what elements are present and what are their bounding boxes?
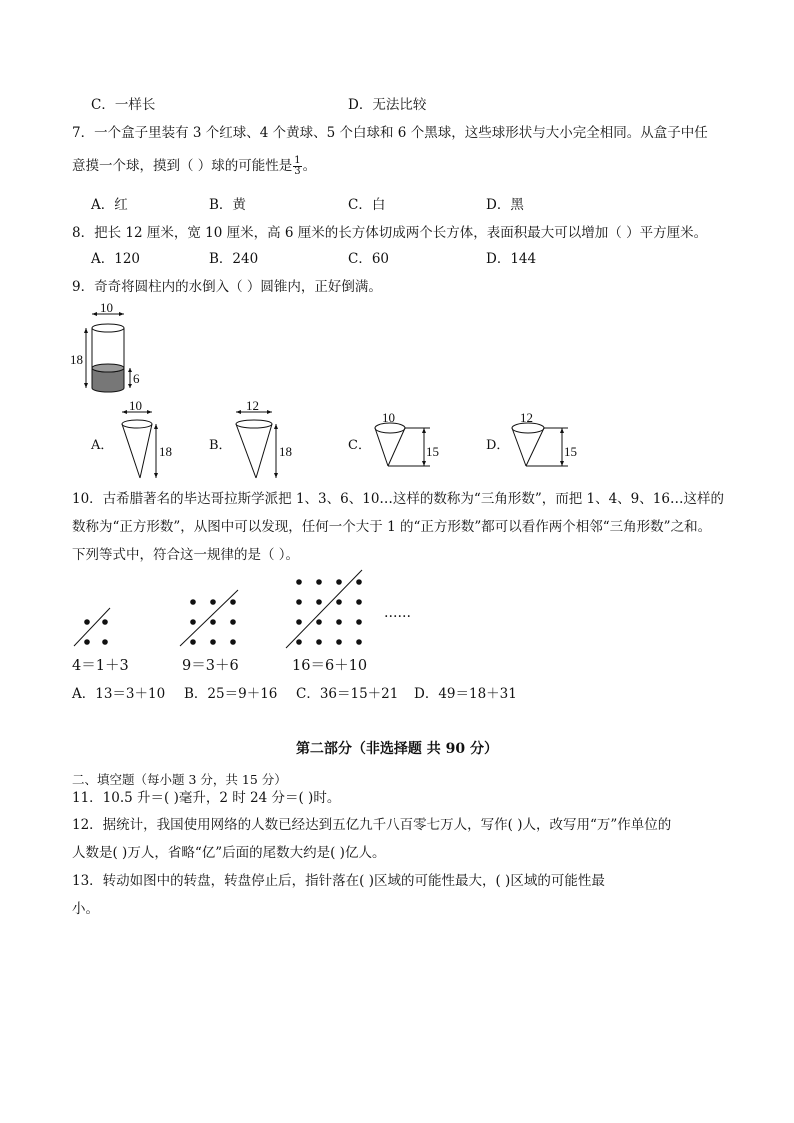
q6-option-d: D．无法比较 bbox=[348, 97, 427, 113]
q7-line2 bbox=[72, 156, 316, 177]
cone-c-height: 15 bbox=[426, 444, 439, 459]
cone-b-height: 18 bbox=[279, 444, 292, 459]
cone-d-height: 15 bbox=[564, 444, 577, 459]
q6-option-c: C．一样长 bbox=[91, 97, 156, 113]
q10-line2: 数称为“正方形数”，从图中可以发现，任何一个大于 1 的“正方形数”都可以看作两个相邻“三角形数”之和。 bbox=[72, 519, 712, 535]
equation-4: 4＝1＋3 bbox=[72, 658, 129, 674]
dots-ellipsis: …… bbox=[384, 605, 411, 621]
q7-line1: 7．一个盒子里装有 3 个红球、4 个黄球、5 个白球和 6 个黑球，这些球形状与大小完全相同。从盒子中任 bbox=[72, 125, 708, 141]
q7-line2-end: 。 bbox=[302, 158, 317, 174]
square-number-16-figure bbox=[284, 566, 368, 652]
q7-line2-text: 意摸一个球，摸到（ ）球的可能性是 bbox=[72, 158, 293, 174]
q7-option-b: B．黄 bbox=[209, 197, 246, 213]
part2-title: 第二部分（非选择题 共 90 分） bbox=[295, 741, 499, 757]
q9-option-a-label: A． bbox=[91, 438, 114, 453]
q8-option-d: D．144 bbox=[486, 251, 537, 267]
q10-line3: 下列等式中，符合这一规律的是（ ）。 bbox=[72, 547, 300, 563]
cone-a-figure bbox=[112, 400, 182, 484]
q11-line: 11．10.5 升＝( )毫升，2 时 24 分＝( )时。 bbox=[72, 790, 341, 806]
q13-line2: 小。 bbox=[72, 901, 99, 917]
square-number-9-figure bbox=[178, 584, 242, 650]
q7-option-d: D．黑 bbox=[486, 197, 524, 213]
q10-option-a: A．13＝3＋10 bbox=[72, 686, 166, 702]
q8-line1: 8．把长 12 厘米，宽 10 厘米，高 6 厘米的长方体切成两个长方体，表面积最大可以增加（ ）平方厘米。 bbox=[72, 225, 708, 241]
q7-fraction bbox=[293, 156, 301, 177]
cone-a-height: 18 bbox=[159, 444, 172, 459]
q9-option-d-label: D． bbox=[486, 438, 510, 453]
cone-a-diameter: 10 bbox=[129, 400, 142, 413]
square-number-4-figure bbox=[72, 604, 116, 650]
q9-option-b-label: B． bbox=[209, 438, 232, 453]
equation-16: 16＝6＋10 bbox=[292, 658, 368, 674]
q13-line1: 13．转动如图中的转盘，转盘停止后，指针落在( )区域的可能性最大，( )区域的可能性最 bbox=[72, 873, 605, 889]
q10-option-c: C．36＝15＋21 bbox=[296, 686, 399, 702]
equation-9: 9＝3＋6 bbox=[182, 658, 239, 674]
q12-line2: 人数是( )万人，省略“亿”后面的尾数大约是( )亿人。 bbox=[72, 845, 386, 861]
q8-option-a: A．120 bbox=[91, 251, 141, 267]
q7-option-a: A．红 bbox=[91, 197, 128, 213]
section-fill-in-blank: 二、填空题（每小题 3 分，共 15 分） bbox=[72, 772, 287, 787]
q10-option-b: B．25＝9＋16 bbox=[184, 686, 278, 702]
q9-line1: 9．奇奇将圆柱内的水倒入（ ）圆锥内，正好倒满。 bbox=[72, 279, 382, 295]
water-height-label: 6 bbox=[133, 371, 140, 386]
cone-c-diameter: 10 bbox=[382, 410, 395, 425]
q7-option-c: C．白 bbox=[348, 197, 386, 213]
cone-d-diameter: 12 bbox=[520, 410, 533, 425]
q9-option-c-label: C． bbox=[348, 438, 371, 453]
q10-option-d: D．49＝18＋31 bbox=[414, 686, 517, 702]
q10-line1: 10．古希腊著名的毕达哥拉斯学派把 1、3、6、10…这样的数称为“三角形数”，而把 1、4、9、16…这样的 bbox=[72, 491, 724, 507]
cone-b-figure bbox=[228, 400, 298, 484]
q12-line1: 12．据统计，我国使用网络的人数已经达到五亿九千八百零七万人，写作( )人，改写用“万”作单位的 bbox=[72, 817, 672, 833]
fraction-denominator: 3 bbox=[294, 166, 301, 177]
cylinder-height-label: 18 bbox=[70, 352, 83, 367]
cone-b-diameter: 12 bbox=[246, 400, 259, 413]
q8-option-b: B．240 bbox=[209, 251, 259, 267]
cylinder-figure bbox=[70, 302, 150, 402]
q8-option-c: C．60 bbox=[348, 251, 390, 267]
cone-c-figure bbox=[368, 408, 448, 472]
cylinder-diameter-label: 10 bbox=[100, 302, 113, 315]
fraction-numerator: 1 bbox=[294, 155, 301, 166]
cone-d-figure bbox=[506, 408, 586, 472]
